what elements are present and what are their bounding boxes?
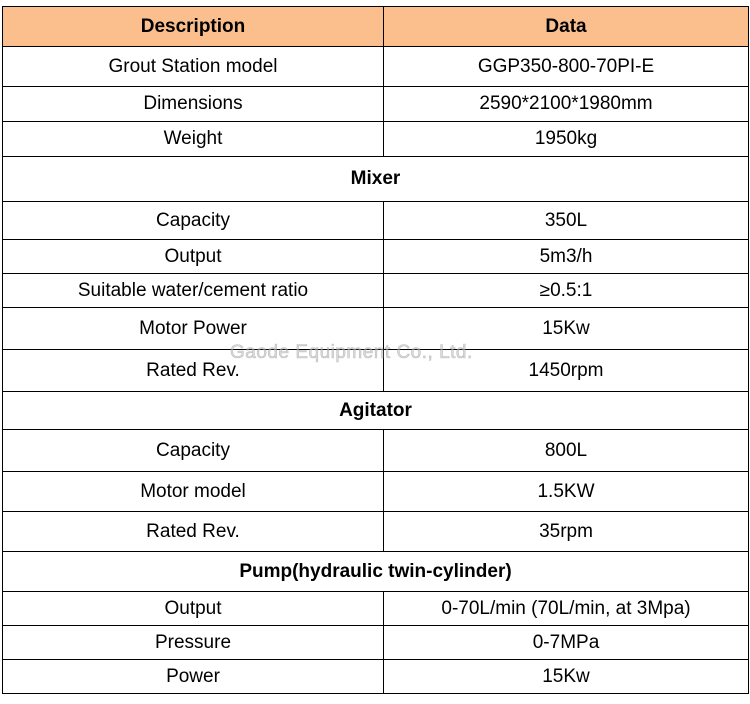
section-row-mixer <box>3 157 749 202</box>
header-row <box>3 7 749 47</box>
row-value: 2590*2100*1980mm <box>384 87 749 122</box>
row-value: 35rpm <box>384 512 749 552</box>
table-row <box>3 47 749 87</box>
row-label: Output <box>3 592 384 626</box>
row-value: GGP350-800-70PI-E <box>384 47 749 87</box>
table-row <box>3 240 749 274</box>
section-title-agitator: Agitator <box>3 392 749 430</box>
section-title-pump: Pump(hydraulic twin-cylinder) <box>3 552 749 592</box>
row-value: 1.5KW <box>384 472 749 512</box>
row-value: 0-7MPa <box>384 626 749 660</box>
row-value: ≥0.5:1 <box>384 274 749 308</box>
row-label: Pressure <box>3 626 384 660</box>
row-label: Dimensions <box>3 87 384 122</box>
table-row <box>3 660 749 694</box>
row-label: Motor Power <box>3 308 384 350</box>
row-label: Suitable water/cement ratio <box>3 274 384 308</box>
row-label: Rated Rev. <box>3 512 384 552</box>
watermark-text: Gaode Equipment Co., Ltd. <box>230 342 473 363</box>
table-row <box>3 308 749 350</box>
row-label: Rated Rev. <box>3 350 384 392</box>
section-title-mixer: Mixer <box>3 157 749 202</box>
row-label: Grout Station model <box>3 47 384 87</box>
table-row <box>3 512 749 552</box>
row-value: 5m3/h <box>384 240 749 274</box>
row-label: Power <box>3 660 384 694</box>
table-row <box>3 350 749 392</box>
table-row <box>3 626 749 660</box>
table-row <box>3 592 749 626</box>
row-label: Capacity <box>3 202 384 240</box>
section-row-pump <box>3 552 749 592</box>
row-value: 15Kw <box>384 660 749 694</box>
table-row <box>3 87 749 122</box>
section-row-agitator <box>3 392 749 430</box>
row-label: Motor model <box>3 472 384 512</box>
spec-table <box>2 6 749 694</box>
row-value: 15Kw <box>384 308 749 350</box>
table-row <box>3 430 749 472</box>
table-row <box>3 274 749 308</box>
data-header: Data <box>384 7 749 47</box>
table-row <box>3 472 749 512</box>
description-header: Description <box>3 7 384 47</box>
table-row <box>3 202 749 240</box>
row-value: 1950kg <box>384 122 749 157</box>
row-label: Weight <box>3 122 384 157</box>
row-label: Output <box>3 240 384 274</box>
row-value: 1450rpm <box>384 350 749 392</box>
row-value: 0-70L/min (70L/min, at 3Mpa) <box>384 592 749 626</box>
row-value: 350L <box>384 202 749 240</box>
row-value: 800L <box>384 430 749 472</box>
table-row <box>3 122 749 157</box>
row-label: Capacity <box>3 430 384 472</box>
